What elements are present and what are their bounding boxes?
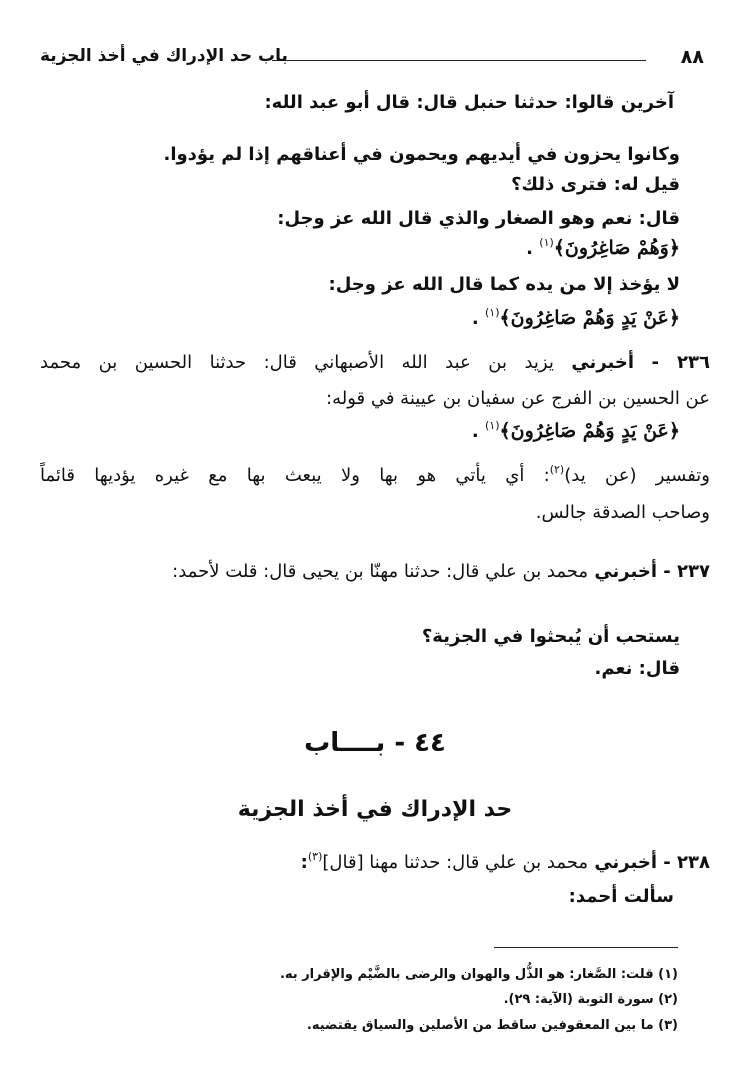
tafsir-text-cont: : أي يأتي هو بها ولا يبعث بها مع غيره يؤديها قائماً [40, 465, 550, 486]
footnote-ref: (١) [539, 236, 554, 249]
hadith-narrator-verb: أخبرني [594, 561, 657, 582]
quran-verse-3: ﴿عَنْ يَدٍ وَهُمْ صَاغِرُونَ﴾$^{(١)}$ . [471, 419, 680, 442]
page-number: ٨٨ [680, 46, 704, 68]
footnote-ref: (٢) [549, 463, 565, 476]
hadith-238-line-2: سألت أحمد: [568, 886, 674, 907]
footnote-2: (٢) سورة التوبة (الآية: ٢٩). [503, 992, 678, 1007]
chapter-heading: ٤٤ - بــــاب [304, 728, 446, 758]
tafsir-line-2: وصاحب الصدقة جالس. [535, 502, 710, 523]
text-line-4: قال: نعم وهو الصغار والذي قال الله عز وجل: [277, 208, 680, 229]
quran-text: ﴿عَنْ يَدٍ وَهُمْ صَاغِرُونَ﴾ [499, 420, 680, 442]
footnote-ref: (١) [485, 306, 500, 319]
chapter-title: حد الإدراك في أخذ الجزية [237, 797, 513, 822]
text-line-3: قيل له: فترى ذلك؟ [511, 174, 680, 195]
footnote-rule [494, 947, 678, 948]
hadith-number: ٢٣٦ - [651, 352, 710, 373]
text-line-6: لا يؤخذ إلا من يده كما قال الله عز وجل: [328, 274, 680, 295]
hadith-text: محمد بن علي قال: حدثنا مهنا [قال] [322, 852, 589, 873]
quran-verse-2: ﴿عَنْ يَدٍ وَهُمْ صَاغِرُونَ﴾$^{(١)}$ . [471, 306, 680, 329]
quran-text: ﴿عَنْ يَدٍ وَهُمْ صَاغِرُونَ﴾ [499, 307, 680, 329]
quran-text: ﴿وَهُمْ صَاغِرُونَ﴾ [553, 237, 680, 259]
hadith-number: ٢٣٨ - [663, 852, 710, 873]
footnote-ref: (٣) [307, 850, 323, 863]
footnote-ref: (١) [485, 419, 500, 432]
hadith-237-line-1 [172, 559, 710, 585]
text-line-15: قال: نعم. [594, 658, 680, 679]
footnote-1: (١) قلت: الصَّغار: هو الذُّل والهوان والرضى بالضَّيْم والإقرار به. [279, 967, 678, 982]
header-rule [272, 60, 646, 61]
tafsir-line-1 [40, 463, 710, 491]
text-line-1: آخرين قالوا: حدثنا حنبل قال: قال أبو عبد الله: [264, 92, 674, 113]
hadith-236-line-1 [40, 350, 710, 376]
hadith-narrator-verb: أخبرني [571, 352, 635, 373]
hadith-number: ٢٣٧ - [663, 561, 710, 582]
hadith-narrator-verb: أخبرني [594, 852, 657, 873]
hadith-238-line-1: ٢٣٨ - أخبرني محمد بن علي قال: حدثنا مهنا [قال]$^{(٣)}$: [300, 850, 710, 873]
text-line-2: وكانوا يحزون في أيديهم ويحمون في أعناقهم إذا لم يؤدوا. [163, 144, 680, 165]
text-line-14: يستحب أن يُبحثوا في الجزية؟ [421, 626, 680, 647]
hadith-236-line-2: عن الحسين بن الفرج عن سفيان بن عيينة في قوله: [326, 388, 710, 409]
tafsir-text: وتفسير (عن يد) [564, 465, 711, 486]
hadith-text: محمد بن علي قال: حدثنا مهنّا بن يحيى قال: قلت لأحمد: [172, 561, 589, 582]
running-title: باب حد الإدراك في أخذ الجزية [40, 46, 288, 66]
hadith-text: يزيد بن عبد الله الأصبهاني قال: حدثنا الحسين بن محمد [40, 352, 554, 373]
footnote-3: (٣) ما بين المعقوفين ساقط من الأصلين والسياق يقتضيه. [306, 1018, 678, 1033]
running-header [40, 44, 704, 72]
quran-verse-1: ﴿وَهُمْ صَاغِرُونَ﴾$^{(١)}$ . [526, 236, 680, 259]
